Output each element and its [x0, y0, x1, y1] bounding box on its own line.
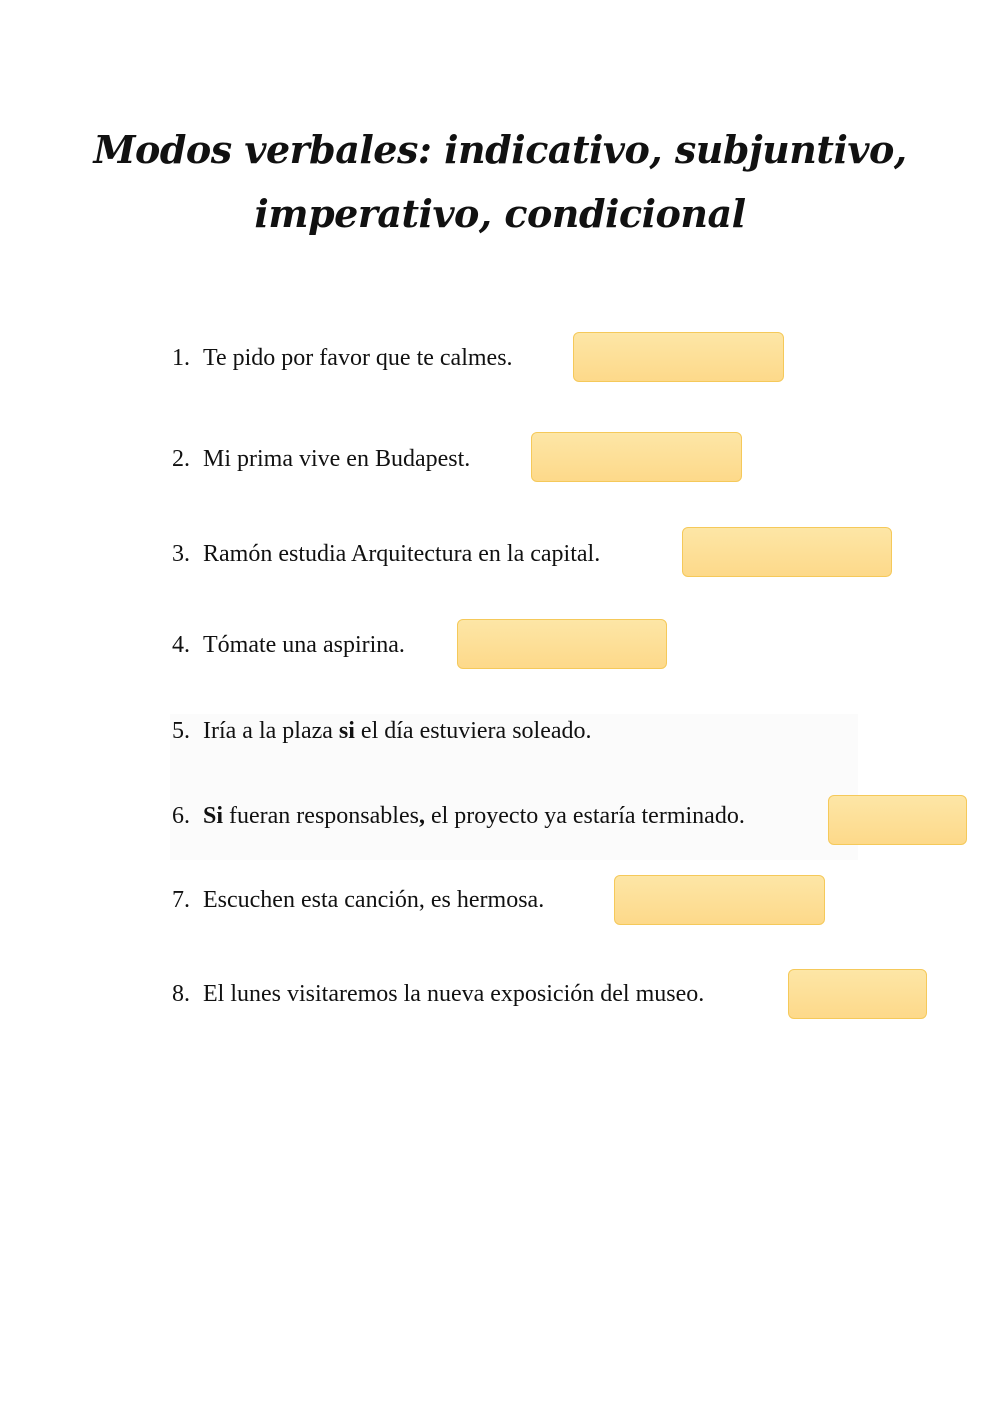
sentence-item	[172, 343, 513, 373]
sentence-text-part: el día estuviera soleado.	[354, 718, 592, 744]
item-number: 7.	[172, 887, 190, 913]
answer-dropzone-8[interactable]	[788, 969, 927, 1019]
sentence-text: El lunes visitaremos la nueva exposición del museo.	[203, 981, 705, 1007]
sentence-bold-word: Si	[203, 803, 224, 829]
item-number: 4.	[172, 632, 190, 658]
sentence-text-part: Iría a la plaza	[203, 718, 339, 744]
sentence-item	[172, 716, 592, 746]
title-line-2: imperativo, condicional	[254, 191, 746, 236]
sentence-item	[172, 979, 704, 1009]
sentence-text: Ramón estudia Arquitectura en la capital.	[203, 541, 601, 567]
sentence-text: Te pido por favor que te calmes.	[203, 345, 513, 371]
worksheet-title	[0, 118, 1000, 246]
answer-dropzone-7[interactable]	[614, 875, 825, 925]
sentence-bold-word: si	[338, 718, 355, 744]
sentence-text-part: el proyecto ya estaría terminado.	[424, 803, 745, 829]
item-number: 3.	[172, 541, 190, 567]
sentence-item	[172, 539, 600, 569]
sentence-bold-comma: ,	[418, 803, 425, 829]
sentence-text: Tómate una aspirina.	[203, 632, 405, 658]
answer-dropzone-6[interactable]	[828, 795, 967, 845]
answer-dropzone-3[interactable]	[682, 527, 892, 577]
item-number: 6.	[172, 803, 190, 829]
sentence-text: Mi prima vive en Budapest.	[203, 446, 471, 472]
sentence-text-part: fueran responsables	[223, 803, 419, 829]
sentence-text: Escuchen esta canción, es hermosa.	[203, 887, 545, 913]
answer-dropzone-2[interactable]	[531, 432, 742, 482]
sentence-item	[172, 885, 544, 915]
item-number: 8.	[172, 981, 190, 1007]
answer-dropzone-1[interactable]	[573, 332, 784, 382]
sentence-item	[172, 444, 470, 474]
sentence-item	[172, 630, 405, 660]
answer-dropzone-4[interactable]	[457, 619, 667, 669]
sentence-item	[172, 801, 745, 831]
item-number: 2.	[172, 446, 190, 472]
title-line-1: Modos verbales: indicativo, subjuntivo,	[93, 127, 907, 172]
item-number: 5.	[172, 718, 190, 744]
item-number: 1.	[172, 345, 190, 371]
